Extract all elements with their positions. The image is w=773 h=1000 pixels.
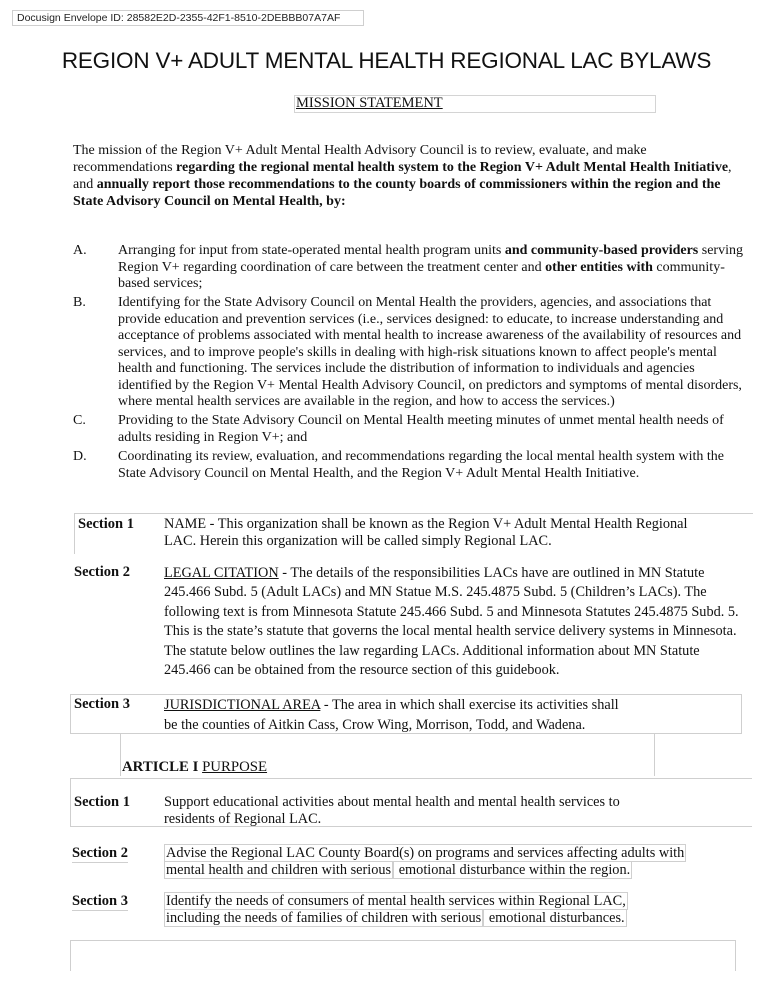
list-item-a — [118, 243, 750, 293]
list-item-b: Identifying for the State Advisory Council on Mental Health the providers, agencies, and associations that provide education and prevention services (i.e., services designed: to educate, to increase understanding and acceptance of problems associated with mental health to increase awareness of the availability of resources and services, and to improve people's skills in dealing with high-risk situations known to affect people's mental health and functioning. The services include the distribution of information to individuals and agencies identified by the Region V+ Mental Health Advisory Council, on predictors and symptoms of mental disorders, where mental health services are available in the region, and how to access the services.) — [118, 295, 742, 409]
section-2-line-1: - The details of the responsibilities LACs have are outlined in MN Statute — [278, 565, 705, 581]
list-item-d: Coordinating its review, evaluation, and recommendations regarding the local mental health system with the State Advisory Council on Mental Health, and the Region V+ Adult Mental Health Initiative. — [118, 449, 724, 481]
article-section-1-line-2: residents of Regional LAC. — [164, 810, 322, 827]
article-section-3-line-1: Identify the needs of consumers of mental health services within Regional LAC, — [166, 893, 626, 909]
legal-citation-heading: LEGAL CITATION — [164, 565, 279, 581]
docusign-envelope-id: Docusign Envelope ID: 28582E2D-2355-42F1-8510-2DEBBB07A7AF — [12, 10, 364, 26]
article-section-2-line-1: Advise the Regional LAC County Board(s) on programs and services affecting adults with — [166, 845, 685, 861]
article-section-3-line-2a: including the needs of families of children with serious — [166, 909, 482, 926]
article-section-2-text — [164, 845, 686, 878]
section-2-line-5: The statute below outlines the law regarding LACs. Additional information about MN Statute — [164, 642, 700, 659]
section-2-text — [164, 564, 739, 680]
section-2-line-2: 245.466 Subd. 5 (Adult LACs) and MN Statue M.S. 245.4875 Subd. 5 (Children’s LACs). The — [164, 584, 707, 601]
next-section-outline — [70, 940, 736, 971]
section-2-line-4: This is the state’s statute that governs the local mental health service delivery systems in Minnesota. — [164, 623, 737, 640]
document-title: REGION V+ ADULT MENTAL HEALTH REGIONAL LAC BYLAWS — [61, 48, 712, 73]
intro-part-3: , and — [73, 160, 732, 192]
intro-part-2: regarding the regional mental health system to the Region V+ Adult Mental Health Initiative — [176, 160, 729, 175]
section-2-line-3: following text is from Minnesota Statute 245.466 Subd. 5 and Minnesota Statutes 245.4875 Subd. 5. — [164, 603, 739, 620]
section-1-line-1: NAME - This organization shall be known as the Region V+ Adult Mental Health Regional — [164, 516, 688, 532]
section-label: Section 1 — [78, 516, 134, 532]
list-a-part-5: community-based services; — [118, 259, 725, 291]
jurisdictional-area-heading: JURISDICTIONAL AREA — [164, 697, 321, 713]
section-label: Section 3 — [74, 696, 130, 712]
article-section-1-text — [164, 794, 620, 827]
article-section-1-line-1: Support educational activities about mental health and mental health services to — [164, 794, 620, 810]
article-section-3-text — [164, 893, 628, 926]
section-2-line-6: 245.466 can be obtained from the resource section of this guidebook. — [164, 662, 560, 679]
section-label: Section 3 — [72, 893, 128, 909]
section-1-text — [164, 516, 687, 550]
article-section-2-line-2b: emotional disturbance within the region. — [395, 861, 631, 878]
section-1-line-2: LAC. Herein this organization will be called simply Regional LAC. — [164, 533, 552, 549]
list-item-c: Providing to the State Advisory Council on Mental Health meeting minutes of unmet mental health needs of adults residing in Region V+; and — [118, 413, 724, 445]
list-letter-a: A. — [73, 243, 87, 258]
list-a-part-2: and community-based providers — [504, 243, 699, 258]
intro-part-1: The mission of the Region V+ Adult Mental Health Advisory Council is to review, evaluate, and make recommendations — [73, 143, 647, 175]
article-section-3-line-2b: emotional disturbances. — [485, 909, 625, 926]
mission-intro — [73, 142, 733, 210]
article-outline-right — [654, 734, 655, 776]
article-section-2-line-2a: mental health and children with serious — [166, 861, 392, 878]
section-label: Section 2 — [72, 845, 128, 861]
list-a-part-4: other entities with — [545, 259, 653, 275]
section-label: Section 2 — [74, 564, 130, 580]
list-letter-b: B. — [73, 295, 86, 310]
intro-part-4: annually report those recommendations to the county boards of commissioners within the region and the State Advisory Council on Mental Health, by: — [73, 177, 721, 209]
list-letter-d: D. — [73, 449, 87, 464]
list-a-part-1: Arranging for input from state-operated mental health program units — [118, 243, 505, 258]
article-section-outline-left — [70, 778, 71, 826]
article-purpose: PURPOSE — [202, 759, 268, 775]
section-label: Section 1 — [74, 794, 130, 810]
list-letter-c: C. — [73, 413, 86, 428]
list-a-part-3: serving Region V+ regarding coordination of care between the treatment center and — [118, 243, 743, 275]
article-heading — [122, 759, 267, 776]
section-3-line-1: - The area in which shall exercise its activities shall — [320, 697, 619, 713]
article-section-outline-top — [70, 778, 752, 779]
article-outline-left — [120, 734, 121, 776]
mission-heading: MISSION STATEMENT — [296, 95, 443, 111]
section-3-line-2: be the counties of Aitkin Cass, Crow Wing, Morrison, Todd, and Wadena. — [164, 716, 586, 733]
section-3-text — [164, 696, 619, 735]
article-label: ARTICLE I — [122, 759, 199, 775]
